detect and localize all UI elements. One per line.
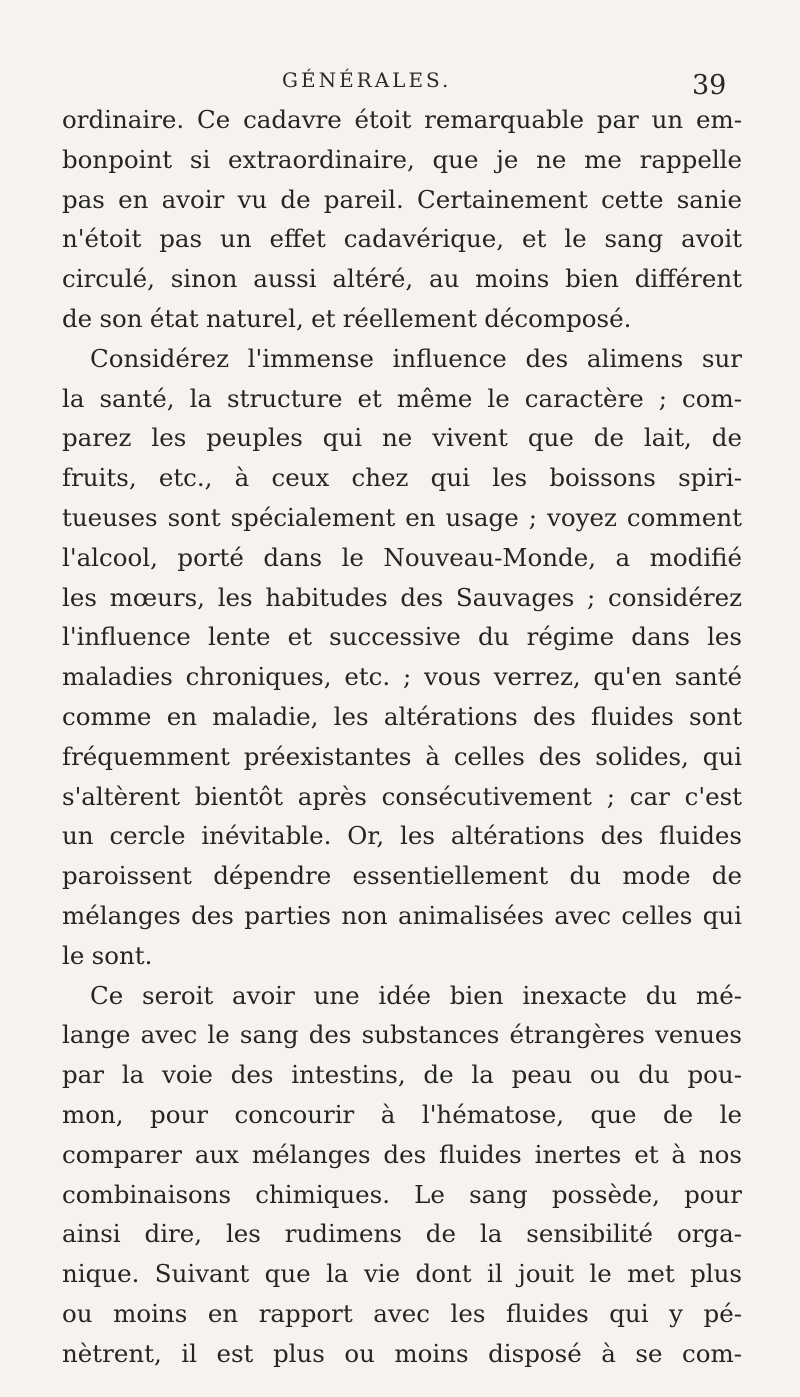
text-line: maladies chroniques, etc. ; vous verrez, qu'en santé [62,662,742,692]
text-line: Considérez l'immense influence des alimens sur [90,343,742,373]
text-line: paroissent dépendre essentiellement du mode de [62,861,742,891]
text-line: les mœurs, les habitudes des Sauvages ; considérez [62,582,742,612]
text-line: nètrent, il est plus ou moins disposé à se com- [62,1338,742,1368]
page-header [0,58,800,101]
text-line: de son état naturel, et réellement décomposé. [62,303,632,333]
text-line: Ce seroit avoir une idée bien inexacte du mé- [90,980,742,1010]
text-line: l'alcool, porté dans le Nouveau-Monde, a modifié [62,542,742,572]
text-line: comparer aux mélanges des fluides inertes et à nos [62,1139,742,1169]
text-line: ou moins en rapport avec les fluides qui y pé- [62,1298,742,1328]
body-text [62,100,742,1374]
text-line: parez les peuples qui ne vivent que de lait, de [62,423,742,453]
text-line: l'influence lente et successive du régime dans les [62,622,742,652]
text-line: combinaisons chimiques. Le sang possède, pour [62,1179,742,1209]
text-line: fruits, etc., à ceux chez qui les boissons spiri- [62,463,742,493]
text-line: le sont. [62,940,153,970]
text-line: nique. Suivant que la vie dont il jouit le met plus [62,1259,742,1289]
text-line: ordinaire. Ce cadavre étoit remarquable par un em- [62,105,742,134]
text-line: pas en avoir vu de pareil. Certainement cette sanie [62,184,742,214]
text-line: la santé, la structure et même le caractère ; com- [62,383,742,413]
text-line: n'étoit pas un effet cadavérique, et le sang avoit [62,224,742,254]
text-line: s'altèrent bientôt après consécutivement ; car c'est [62,781,742,811]
text-line: tueuses sont spécialement en usage ; voyez comment [62,502,742,532]
running-head: GÉNÉRALES. [282,68,452,92]
text-line: lange avec le sang des substances étrangères venues [62,1020,742,1050]
text-line: un cercle inévitable. Or, les altérations des fluides [62,821,742,851]
text-line: comme en maladie, les altérations des fluides sont [62,701,742,731]
text-line: bonpoint si extraordinaire, que je ne me rappelle [62,144,742,174]
text-line: circulé, sinon aussi altéré, au moins bien différent [62,264,742,294]
text-line: mélanges des parties non animalisées avec celles qui [62,900,742,930]
text-line: fréquemment préexistantes à celles des solides, qui [62,741,742,771]
page-number: 39 [692,70,727,101]
text-line: mon, pour concourir à l'hématose, que de le [62,1099,742,1129]
text-line: par la voie des intestins, de la peau ou du pou- [62,1060,742,1090]
text-line: ainsi dire, les rudimens de la sensibilité orga- [62,1219,742,1249]
